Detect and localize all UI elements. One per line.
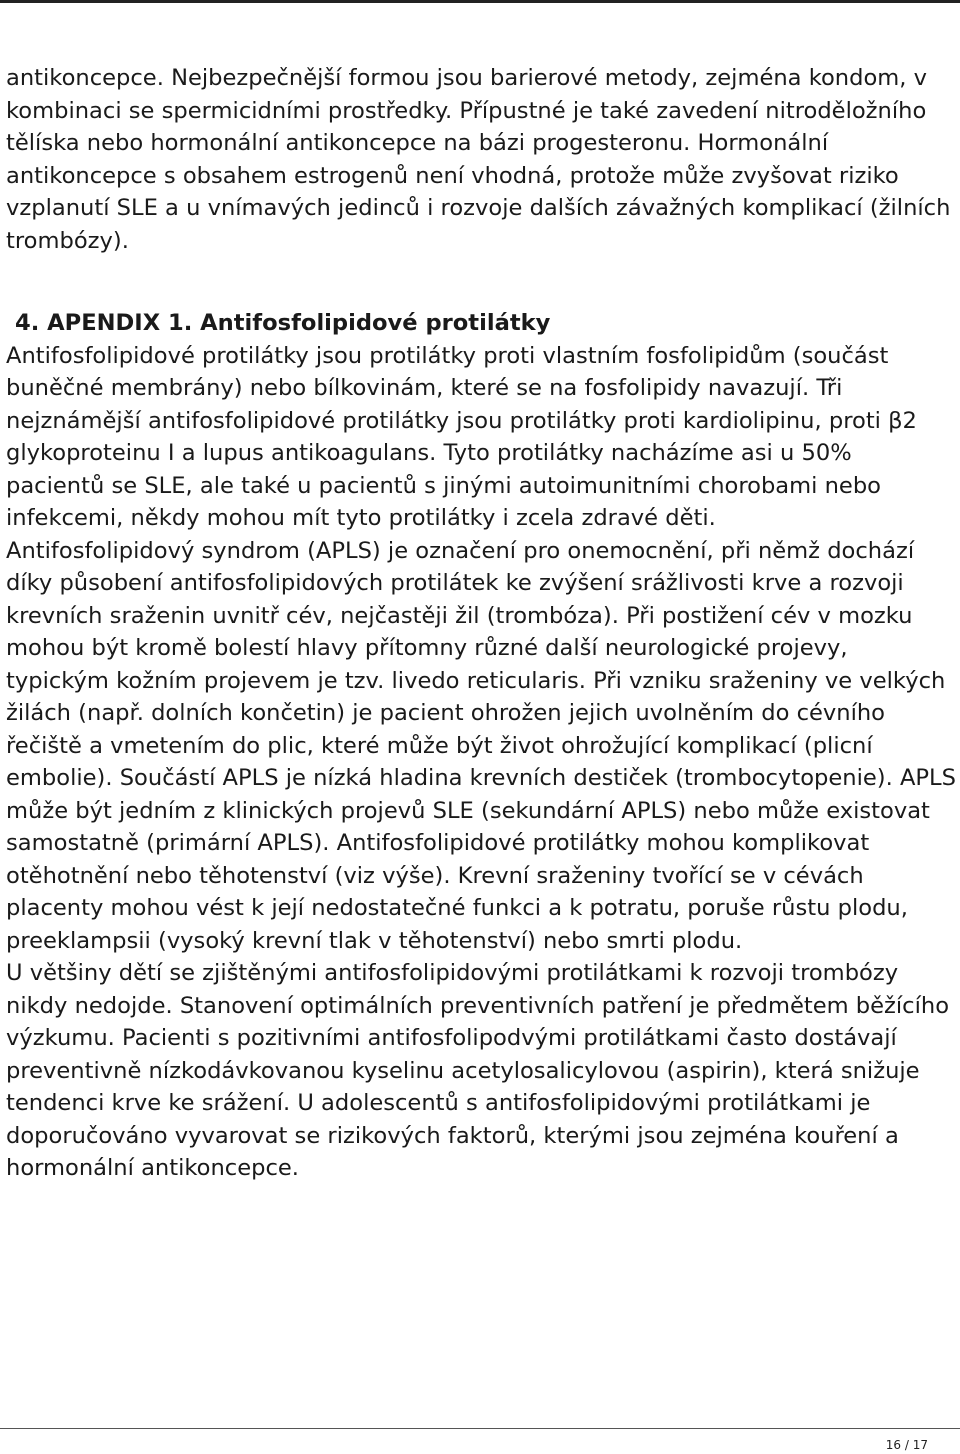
paragraph-antibodies: Antifosfolipidové protilátky jsou protilátky proti vlastním fosfolipidům (součást buněčné membrány) nebo bílkovinám, které se na fosfolipidy navazují. Tři nejznámější antifosfolipidové protilátky jsou protilátky proti kardiolipinu, proti β2 glykoproteinu I a lupus antikoagulans. Tyto protilátky nacházíme asi u 50% pacientů se SLE, ale také u pacientů s jinými autoimunitními chorobami nebo infekcemi, někdy mohou mít tyto protilátky i zcela zdravé děti. — [6, 342, 917, 531]
page-content — [6, 62, 956, 1185]
top-rule — [0, 0, 960, 3]
paragraph-apls: Antifosfolipidový syndrom (APLS) je označení pro onemocnění, při němž dochází díky působení antifosfolipidových protilátek ke zvýšení srážlivosti krve a rozvoji krevních sraženin uvnitř cév, nejčastěji žil (trombóza). Při postižení cév v mozku mohou být kromě bolestí hlavy přítomny různé další neurologické projevy, typickým kožním projevem je tzv. livedo reticularis. Při vzniku sraženiny ve velkých žilách (např. dolních končetin) je pacient ohrožen jejich uvolněním do cévního řečiště a vmetením do plic, které může být život ohrožující komplikací (plicní embolie). Součástí APLS je nízká hladina krevních destiček (trombocytopenie). APLS může být jedním z klinických projevů SLE (sekundární APLS) nebo může existovat samostatně (primární APLS). Antifosfolipidové protilátky mohou komplikovat otěhotnění nebo těhotenství (viz výše). Krevní sraženiny tvořící se v cévách placenty mohou vést k její nedostatečné funkci a k potratu, poruše růstu plodu, preeklampsii (vysoký krevní tlak v těhotenství) nebo smrti plodu. — [6, 537, 956, 954]
paragraph-contraception: antikoncepce. Nejbezpečnější formou jsou barierové metody, zejména kondom, v kombinaci se spermicidními prostředky. Přípustné je také zavedení nitroděložního tělíska nebo hormonální antikoncepce na bázi progesteronu. Hormonální antikoncepce s obsahem estrogenů není vhodná, protože může zvyšovat riziko vzplanutí SLE a u vnímavých jedinců i rozvoje dalších závažných komplikací (žilních trombózy). — [6, 65, 951, 254]
section-heading: 4. APENDIX 1. Antifosfolipidové protilátky — [15, 310, 551, 336]
paragraph-prevention: U většiny dětí se zjištěnými antifosfolipidovými protilátkami k rozvoji trombózy nikdy nedojde. Stanovení optimálních preventivních patření je předmětem běžícího výzkumu. Pacienti s pozitivními antifosfolipodvými protilátkami často dostávají preventivně nízkodávkovanou kyselinu acetylosalicylovou (aspirin), která snižuje tendenci krve ke srážení. U adolescentů s antifosfolipidovými protilátkami je doporučováno vyvarovat se rizikových faktorů, kterými jsou zejména kouření a hormonální antikoncepce. — [6, 960, 950, 1181]
footer-rule — [0, 1428, 960, 1429]
page-number: 16 / 17 — [885, 1438, 928, 1452]
